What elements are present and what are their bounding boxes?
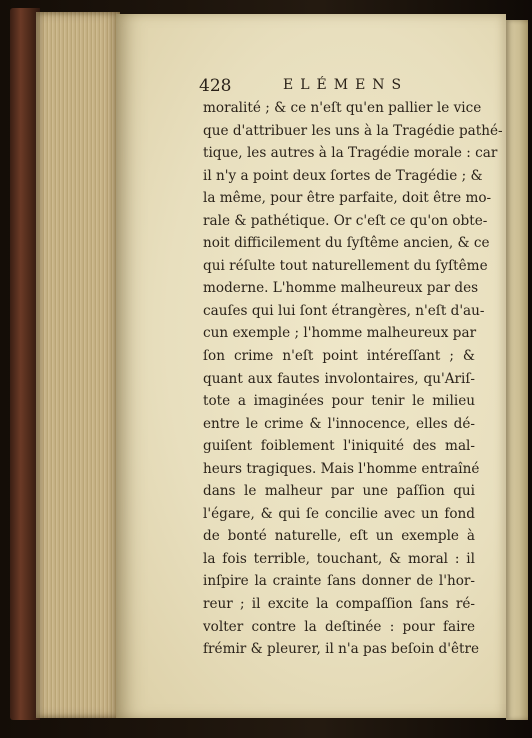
- text-line: dans le malheur par une paſſion qui: [203, 483, 475, 500]
- text-line: qui réſulte tout naturellement du ſyſtême: [203, 257, 488, 274]
- text-line: cun exemple ; l'homme malheureux par: [203, 325, 477, 342]
- text-line: frémir & pleurer, il n'a pas beſoin d'être: [203, 641, 480, 658]
- text-line: reur ; il excite la compaſſion ſans ré-: [203, 596, 475, 613]
- page-number: 428: [199, 76, 232, 96]
- text-line: la fois terrible, touchant, & moral : il: [203, 550, 475, 567]
- text-line: il n'y a point deux ſortes de Tragédie ; &: [203, 167, 483, 184]
- text-line: quant aux fautes involontaires, qu'Ariſ-: [203, 370, 475, 387]
- text-line: la même, pour être parfaite, doit être mo-: [203, 190, 492, 207]
- text-line: moderne. L'homme malheureux par des: [203, 280, 479, 297]
- text-line: moralité ; & ce n'eſt qu'en pallier le vice: [203, 100, 482, 116]
- text-line: de bonté naturelle, eſt un exemple à: [203, 528, 475, 545]
- page-edges: [36, 12, 120, 718]
- text-line: inſpire la crainte ſans donner de l'hor-: [203, 573, 475, 590]
- text-line: volter contre la deſtinée : pour faire: [203, 618, 475, 635]
- text-line: tique, les autres à la Tragédie morale : car: [203, 145, 498, 162]
- text-line: ſon crime n'eſt point intéreſſant ; &: [203, 348, 475, 365]
- running-head: ELÉMENS: [283, 77, 409, 93]
- body-text: [203, 97, 503, 661]
- text-line: noit difficilement du ſyſtême ancien, & ce: [203, 235, 490, 252]
- text-line: rale & pathétique. Or c'eſt ce qu'on obte-: [203, 212, 488, 229]
- page-header: [199, 76, 459, 98]
- text-line: guiſent foiblement l'iniquité des mal-: [203, 438, 475, 455]
- text-line: cauſes qui lui ſont étrangères, n'eſt d'au-: [203, 302, 485, 319]
- text-line: tote a imaginées pour tenir le milieu: [203, 393, 475, 410]
- next-page-edge: [506, 20, 528, 720]
- text-line: l'égare, & qui ſe concilie avec un fond: [203, 505, 475, 522]
- text-line: que d'attribuer les uns à la Tragédie pathé-: [203, 122, 503, 139]
- text-line: heurs tragiques. Mais l'homme entraîné: [203, 460, 480, 477]
- text-line: entre le crime & l'innocence, elles dé-: [203, 415, 475, 432]
